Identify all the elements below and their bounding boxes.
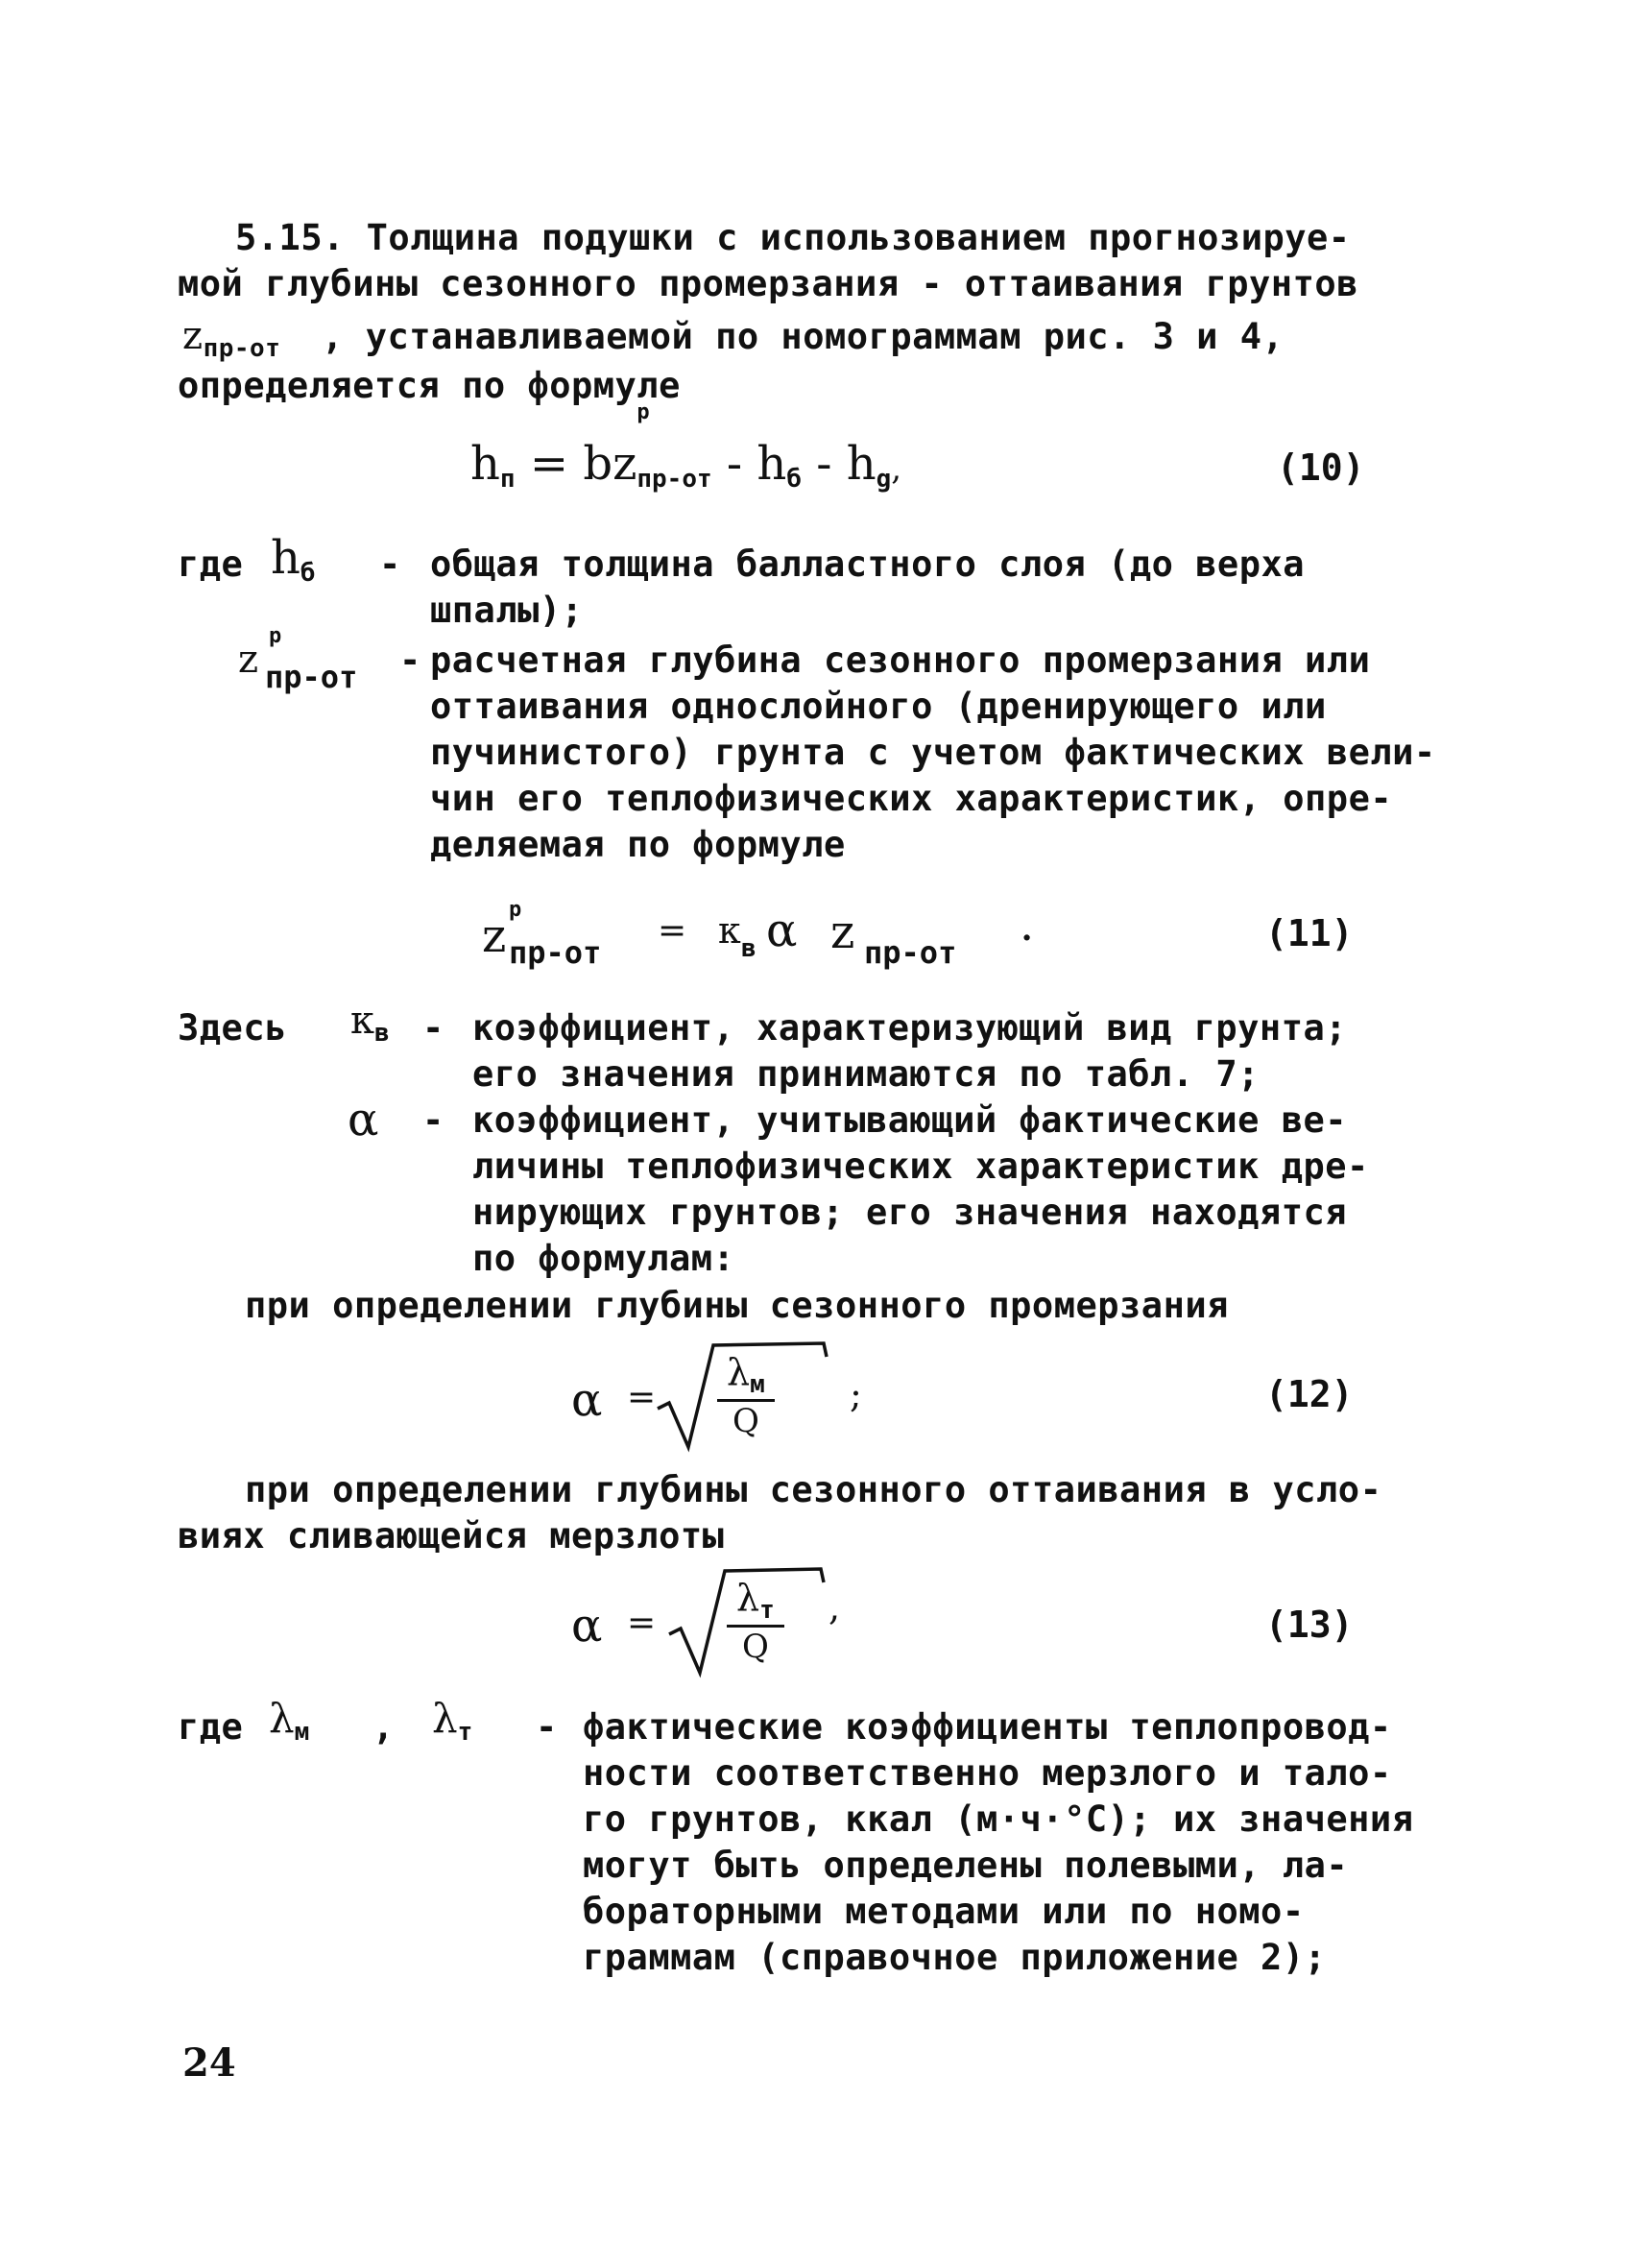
equation-10 [470, 400, 902, 494]
eq10-h: h [470, 437, 500, 491]
eq11-z-sub: пр-от [509, 934, 602, 971]
eq10-h3: h [846, 437, 877, 491]
where2-def-line-3: пучинистого) грунта с учетом фактических вели- [430, 732, 1436, 773]
eq10-h2-sub: б [786, 465, 802, 494]
eq11-alpha: α [766, 904, 798, 957]
eq12-semicolon: ; [850, 1373, 862, 1415]
eq12-lambda: λ [727, 1351, 751, 1393]
eq12-denominator: Q [732, 1402, 759, 1440]
here-alpha-def-line-4: по формулам: [472, 1238, 735, 1279]
equation-10-number: (10) [1277, 446, 1365, 489]
where2-symbol [238, 624, 420, 701]
eq11-z: z [482, 909, 507, 963]
where3-lambda-t [432, 1695, 472, 1747]
where3-lambda-m [269, 1695, 309, 1747]
eq13-lambda-sub: т [759, 1596, 775, 1625]
where3-lambda-1-sub: м [294, 1718, 310, 1747]
thaw-text-line-1: при определении глубины сезонного оттаивания в усло- [245, 1469, 1382, 1510]
here-k: к [350, 999, 374, 1043]
eq12-fraction [717, 1351, 775, 1440]
eq11-z2: z [830, 905, 855, 959]
where3-dash: - [536, 1706, 558, 1748]
eq13-numerator [727, 1577, 784, 1628]
eq11-k: к [718, 909, 741, 952]
eq11-z-sup: р [509, 898, 522, 922]
where3-def-line-2: ности соответственно мерзлого и тало- [583, 1752, 1392, 1794]
where1-h: h [271, 531, 300, 585]
eq10-b: b [583, 437, 613, 491]
eq13-denominator: Q [741, 1628, 769, 1666]
eq10-h3-sub: g [876, 465, 892, 494]
eq11-equals: = [658, 911, 687, 951]
here-label: Здесь [178, 1007, 287, 1049]
eq11-dot: · [1020, 911, 1035, 965]
here-k-def-line-1: коэффициент, характеризующий вид грунта; [472, 1007, 1348, 1049]
here-alpha-def-line-2: личины теплофизических характеристик дре- [472, 1146, 1369, 1187]
thaw-text-line-2: виях сливающейся мерзлоты [178, 1515, 725, 1556]
freeze-text: при определении глубины сезонного промерзания [245, 1285, 1229, 1326]
eq11-k-sub: в [741, 934, 756, 963]
here-alpha-symbol: α [348, 1093, 379, 1146]
eq10-equals: = [529, 437, 569, 491]
where3-comma: , [372, 1706, 395, 1748]
where3-def-line-1: фактические коэффициенты теплопровод- [583, 1706, 1392, 1748]
where2-def-line-5: деляемая по формуле [430, 824, 846, 865]
here-alpha-def-line-1: коэффициент, учитывающий фактические ве- [472, 1099, 1348, 1141]
eq10-minus-2: - [816, 437, 832, 491]
where-label-3: где [178, 1706, 244, 1748]
where3-def-line-5: бораторными методами или по номо- [583, 1891, 1305, 1932]
where2-def-line-1: расчетная глубина сезонного промерзания или [430, 639, 1371, 681]
where1-def-line-1: общая толщина балластного слоя (до верха [430, 543, 1306, 585]
equation-11 [470, 898, 1066, 984]
eq10-minus-1: - [726, 437, 743, 491]
eq10-z-sup: р [636, 400, 650, 424]
where3-def-line-3: го грунтов, ккал (м·ч·°С); их значения [583, 1798, 1414, 1840]
paragraph-line-4: определяется по формуле [178, 365, 681, 406]
eq10-comma: , [891, 449, 902, 488]
eq12-numerator [717, 1351, 775, 1402]
eq10-h2: h [756, 437, 787, 491]
where3-lambda-1: λ [269, 1695, 295, 1742]
where2-z-sub: пр-от [265, 659, 358, 695]
eq13-alpha: α [571, 1599, 603, 1653]
where1-h-sub: б [300, 559, 316, 588]
equation-12 [571, 1339, 888, 1464]
here-k-symbol [350, 999, 390, 1048]
paragraph-line-1: 5.15. Толщина подушки с использованием прогнозируе- [235, 217, 1351, 258]
eq13-equals: = [627, 1604, 657, 1643]
where2-def-line-4: чин его теплофизических характеристик, опре- [430, 778, 1393, 819]
page-number: 24 [182, 2040, 236, 2086]
eq10-h-sub: п [499, 465, 516, 494]
eq13-fraction [727, 1577, 784, 1666]
where1-dash: - [379, 543, 401, 585]
eq12-alpha: α [571, 1373, 603, 1427]
where1-symbol [271, 531, 316, 588]
equation-13-number: (13) [1265, 1604, 1354, 1646]
z-symbol: z [182, 314, 204, 358]
where1-def-line-2: шпалы); [430, 590, 584, 631]
z-subscript: пр-от [203, 334, 281, 363]
equation-13 [571, 1565, 888, 1690]
eq13-comma: , [829, 1586, 841, 1629]
where3-def-line-6: граммам (справочное приложение 2); [583, 1937, 1327, 1978]
here-alpha-def-line-3: нирующих грунтов; его значения находятся [472, 1192, 1348, 1233]
here-alpha-dash: - [422, 1099, 444, 1141]
where2-dash: - [399, 639, 421, 681]
where3-lambda-2: λ [432, 1695, 458, 1742]
paragraph-line-3-text: , устанавливаемой по номограммам рис. 3 и 4, [322, 316, 1285, 357]
where3-def-line-4: могут быть определены полевыми, ла- [583, 1845, 1349, 1886]
here-k-def-line-2: его значения принимаются по табл. 7; [472, 1053, 1260, 1095]
eq13-lambda: λ [736, 1577, 760, 1619]
equation-11-number: (11) [1265, 912, 1354, 954]
eq12-equals: = [627, 1378, 657, 1417]
equation-12-number: (12) [1265, 1373, 1354, 1415]
where2-def-line-2: оттаивания однослойного (дренирующего или [430, 686, 1327, 727]
where2-z: z [238, 638, 259, 682]
where2-z-sup: р [269, 624, 282, 648]
eq12-lambda-sub: м [750, 1370, 765, 1399]
paragraph-line-2: мой глубины сезонного промерзания - оттаивания грунтов [178, 263, 1358, 304]
eq11-z2-sub: пр-от [864, 934, 957, 971]
here-k-dash: - [422, 1007, 444, 1049]
where3-lambda-2-sub: т [457, 1718, 473, 1747]
eq10-z: z [612, 437, 637, 491]
where-label-1: где [178, 543, 244, 585]
here-k-sub: в [374, 1019, 390, 1048]
eq10-z-sub: пр-от [636, 465, 712, 494]
